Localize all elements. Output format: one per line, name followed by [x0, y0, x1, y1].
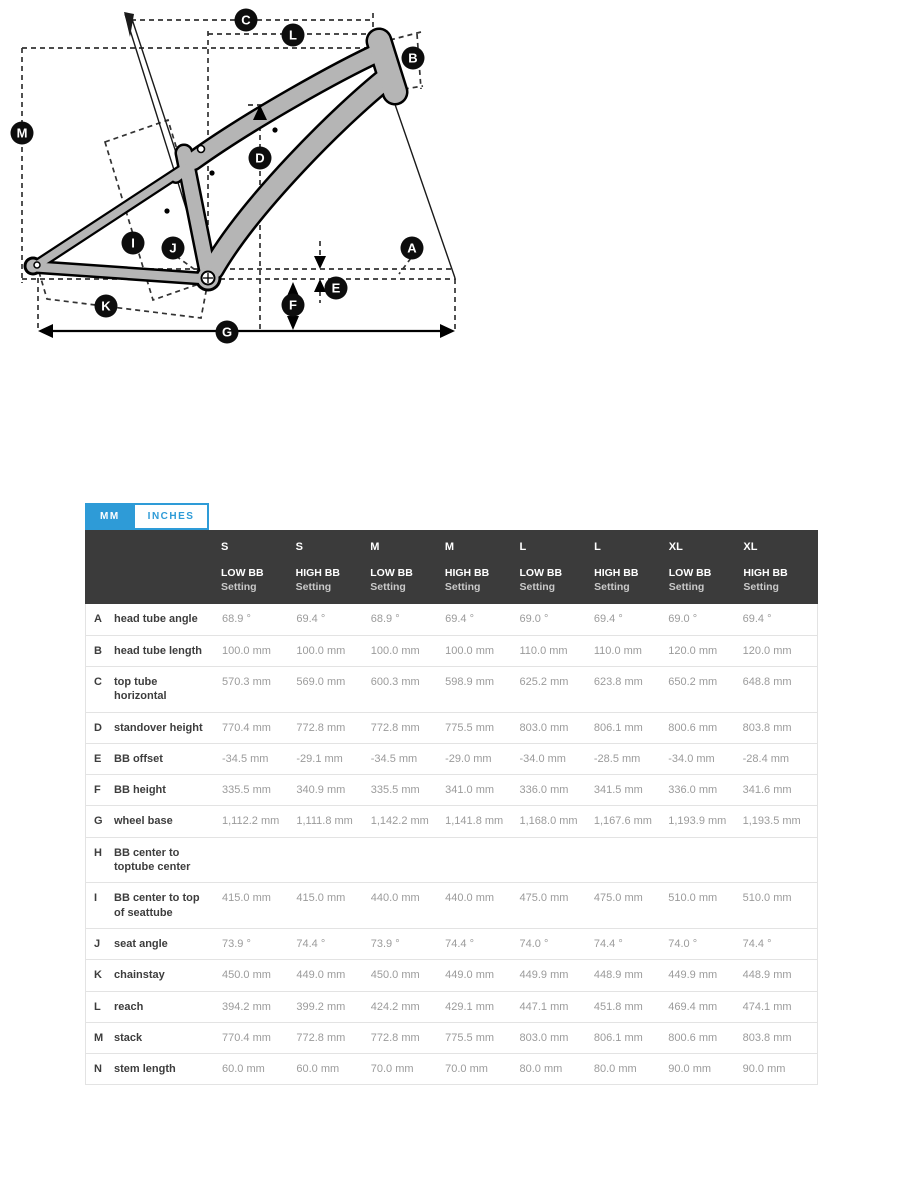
- svg-text:A: A: [407, 240, 417, 256]
- row-value: 806.1 mm: [593, 721, 643, 734]
- row-value: 69.4 °: [296, 613, 326, 626]
- row-value: 1,141.8 mm: [445, 815, 504, 828]
- svg-text:J: J: [169, 240, 177, 256]
- row-value: 772.8 mm: [370, 1031, 420, 1044]
- row-value: 648.8 mm: [742, 675, 792, 688]
- bike-geometry-diagram: [0, 0, 560, 495]
- row-value: 120.0 mm: [742, 644, 792, 657]
- row-value: -34.5 mm: [222, 752, 269, 765]
- row-name: chainstay: [114, 969, 165, 982]
- diagram-label-L: [282, 24, 305, 47]
- row-value: 74.4 °: [296, 937, 326, 950]
- row-value: 598.9 mm: [445, 675, 495, 688]
- row-letter: D: [94, 721, 102, 734]
- row-name: BB center to toptube center: [114, 846, 191, 874]
- pivot-dot: [164, 208, 169, 213]
- row-value: 424.2 mm: [370, 1000, 420, 1013]
- row-value: 775.5 mm: [445, 721, 495, 734]
- row-value: 803.8 mm: [742, 1031, 792, 1044]
- row-value: 110.0 mm: [593, 644, 642, 657]
- row-value: 74.4 °: [742, 937, 772, 950]
- svg-text:B: B: [408, 50, 418, 66]
- row-value: 70.0 mm: [370, 1063, 414, 1076]
- rear-axle-icon: [34, 262, 40, 268]
- row-value: 806.1 mm: [593, 1031, 643, 1044]
- column-header-s-low: S LOW BB Setting: [221, 541, 264, 594]
- unit-tabbar: [85, 503, 209, 530]
- row-value: 800.6 mm: [668, 721, 718, 734]
- row-value: 120.0 mm: [668, 644, 718, 657]
- row-value: 770.4 mm: [222, 1031, 271, 1044]
- row-name: stack: [114, 1031, 143, 1044]
- row-value: 800.6 mm: [668, 1031, 718, 1044]
- row-letter: G: [94, 815, 103, 828]
- row-letter: B: [94, 644, 102, 657]
- row-name: wheel base: [114, 815, 173, 828]
- row-letter: L: [94, 1000, 101, 1013]
- row-value: 336.0 mm: [668, 784, 718, 797]
- row-value: 448.9 mm: [593, 969, 643, 982]
- diagram-label-C: [235, 9, 258, 32]
- svg-text:F: F: [289, 297, 297, 313]
- row-value: 335.5 mm: [222, 784, 271, 797]
- table-row-D: [86, 713, 817, 744]
- row-name: standover height: [114, 721, 203, 734]
- column-header-m-low: M LOW BB Setting: [370, 541, 413, 594]
- seatpost-tip: [124, 12, 134, 37]
- row-value: 772.8 mm: [296, 1031, 346, 1044]
- row-value: 623.8 mm: [593, 675, 643, 688]
- table-row-C: [86, 667, 817, 713]
- row-value: 772.8 mm: [370, 721, 420, 734]
- row-letter: K: [94, 969, 102, 982]
- row-value: 341.5 mm: [593, 784, 643, 797]
- svg-text:M: M: [16, 125, 28, 141]
- svg-text:D: D: [255, 150, 265, 166]
- svg-text:I: I: [131, 235, 135, 251]
- column-header-m-high: M HIGH BB Setting: [444, 541, 490, 594]
- row-value: 803.0 mm: [519, 721, 569, 734]
- svg-text:E: E: [331, 280, 341, 296]
- row-value: -29.1 mm: [296, 752, 343, 765]
- row-value: 1,111.8 mm: [296, 815, 353, 828]
- row-value: -28.4 mm: [742, 752, 790, 765]
- row-value: 475.0 mm: [593, 892, 643, 905]
- row-name: BB height: [114, 784, 166, 797]
- row-value: 80.0 mm: [593, 1063, 637, 1076]
- column-header-s-high: S HIGH BB Setting: [295, 541, 340, 594]
- table-row-F: [86, 775, 817, 806]
- row-name: BB offset: [114, 752, 163, 765]
- row-value: 90.0 mm: [668, 1063, 712, 1076]
- column-header-l-low: L LOW BB Setting: [519, 541, 563, 594]
- row-value: 69.4 °: [593, 613, 623, 626]
- row-value: 73.9 °: [222, 937, 251, 950]
- table-row-B: [86, 636, 817, 667]
- row-value: 803.0 mm: [519, 1031, 569, 1044]
- row-value: 100.0 mm: [370, 644, 420, 657]
- row-value: 1,168.0 mm: [519, 815, 578, 828]
- row-value: 475.0 mm: [519, 892, 569, 905]
- row-letter: A: [94, 613, 102, 626]
- table-row-L: [86, 992, 817, 1023]
- row-value: 450.0 mm: [370, 969, 420, 982]
- geometry-table-body: [85, 604, 818, 1085]
- row-value: 600.3 mm: [370, 675, 420, 688]
- row-name: head tube angle: [114, 613, 198, 626]
- row-value: 68.9 °: [222, 613, 251, 626]
- table-row-A: [86, 604, 817, 635]
- svg-text:L: L: [289, 27, 297, 43]
- table-row-I: [86, 883, 817, 929]
- diagram-label-A: [401, 237, 424, 260]
- row-value: 74.0 °: [668, 937, 698, 950]
- tab-inches[interactable]: INCHES: [135, 503, 210, 530]
- row-value: 447.1 mm: [519, 1000, 569, 1013]
- row-letter: N: [94, 1063, 102, 1076]
- row-value: 469.4 mm: [668, 1000, 718, 1013]
- row-value: 90.0 mm: [742, 1063, 786, 1076]
- row-value: 69.0 °: [519, 613, 549, 626]
- row-value: 110.0 mm: [519, 644, 568, 657]
- row-value: 1,167.6 mm: [593, 815, 652, 828]
- row-value: 74.0 °: [519, 937, 549, 950]
- geometry-table-header: [85, 530, 818, 604]
- row-value: 399.2 mm: [296, 1000, 346, 1013]
- row-value: 1,112.2 mm: [222, 815, 280, 828]
- row-value: 100.0 mm: [445, 644, 495, 657]
- row-name: reach: [114, 1000, 144, 1013]
- row-value: 570.3 mm: [222, 675, 271, 688]
- table-row-H: [86, 838, 817, 884]
- row-value: 60.0 mm: [222, 1063, 265, 1076]
- column-header-xl-low: XL LOW BB Setting: [668, 541, 712, 594]
- row-value: 440.0 mm: [445, 892, 495, 905]
- row-value: 1,193.9 mm: [668, 815, 727, 828]
- row-value: 80.0 mm: [519, 1063, 563, 1076]
- row-name: BB center to top of seattube: [114, 892, 200, 919]
- row-value: -28.5 mm: [593, 752, 641, 765]
- column-header-l-high: L HIGH BB Setting: [594, 541, 639, 594]
- row-letter: I: [94, 892, 98, 905]
- row-value: 100.0 mm: [222, 644, 271, 657]
- table-row-J: [86, 929, 817, 960]
- row-value: 510.0 mm: [742, 892, 792, 905]
- column-header-xl-high: XL HIGH BB Setting: [743, 541, 788, 594]
- row-value: 336.0 mm: [519, 784, 569, 797]
- row-value: 448.9 mm: [742, 969, 792, 982]
- row-letter: F: [94, 784, 101, 797]
- row-letter: H: [94, 846, 102, 859]
- row-name: head tube length: [114, 644, 202, 657]
- row-value: 625.2 mm: [519, 675, 569, 688]
- row-value: 775.5 mm: [445, 1031, 495, 1044]
- row-letter: J: [94, 937, 101, 950]
- table-row-M: [86, 1023, 817, 1054]
- row-value: 69.4 °: [445, 613, 474, 626]
- row-value: 772.8 mm: [296, 721, 346, 734]
- row-letter: M: [94, 1031, 104, 1044]
- row-value: 394.2 mm: [222, 1000, 271, 1013]
- row-value: 1,142.2 mm: [370, 815, 429, 828]
- row-value: -34.0 mm: [519, 752, 566, 765]
- row-value: 650.2 mm: [668, 675, 718, 688]
- row-value: 68.9 °: [370, 613, 400, 626]
- row-value: 440.0 mm: [370, 892, 420, 905]
- row-value: 69.4 °: [742, 613, 772, 626]
- table-row-E: [86, 744, 817, 775]
- diagram-label-G: [216, 321, 239, 344]
- tab-mm[interactable]: MM: [85, 503, 135, 530]
- row-value: 341.6 mm: [742, 784, 792, 797]
- row-value: 803.8 mm: [742, 721, 792, 734]
- row-value: 510.0 mm: [668, 892, 718, 905]
- row-value: 770.4 mm: [222, 721, 271, 734]
- row-value: 74.4 °: [445, 937, 474, 950]
- diagram-label-K: [95, 295, 118, 318]
- svg-text:C: C: [241, 12, 251, 28]
- row-value: 100.0 mm: [296, 644, 346, 657]
- diagram-label-E: [325, 277, 348, 300]
- row-value: 415.0 mm: [296, 892, 346, 905]
- row-value: 474.1 mm: [742, 1000, 792, 1013]
- pivot-dot: [209, 170, 214, 175]
- row-value: 74.4 °: [593, 937, 623, 950]
- row-name: seat angle: [114, 937, 168, 950]
- diagram-label-D: [249, 147, 272, 170]
- row-value: 415.0 mm: [222, 892, 271, 905]
- row-value: 449.0 mm: [296, 969, 346, 982]
- diagram-label-M: [11, 122, 34, 145]
- row-name: top tube horizontal: [114, 675, 167, 703]
- row-value: 335.5 mm: [370, 784, 420, 797]
- row-value: 449.0 mm: [445, 969, 495, 982]
- row-value: 450.0 mm: [222, 969, 271, 982]
- geometry-table: [85, 530, 818, 1085]
- row-value: 1,193.5 mm: [742, 815, 801, 828]
- svg-text:G: G: [221, 324, 233, 340]
- pivot-dot: [272, 127, 277, 132]
- table-row-K: [86, 960, 817, 991]
- row-letter: E: [94, 752, 102, 765]
- diagram-label-I: [122, 232, 145, 255]
- row-value: -34.5 mm: [370, 752, 418, 765]
- row-value: 449.9 mm: [519, 969, 569, 982]
- diagram-label-J: [162, 237, 185, 260]
- row-value: 70.0 mm: [445, 1063, 488, 1076]
- row-name: stem length: [114, 1063, 176, 1076]
- row-value: 69.0 °: [668, 613, 698, 626]
- row-value: 73.9 °: [370, 937, 400, 950]
- diagram-label-F: [282, 294, 305, 317]
- row-value: 569.0 mm: [296, 675, 346, 688]
- pivot-icon: [198, 146, 205, 153]
- row-letter: C: [94, 675, 102, 688]
- row-value: 60.0 mm: [296, 1063, 340, 1076]
- row-value: 340.9 mm: [296, 784, 346, 797]
- table-row-N: [86, 1054, 817, 1084]
- diagram-label-B: [402, 47, 425, 70]
- row-value: 429.1 mm: [445, 1000, 495, 1013]
- row-value: -34.0 mm: [668, 752, 715, 765]
- svg-text:K: K: [101, 298, 111, 314]
- row-value: 451.8 mm: [593, 1000, 643, 1013]
- row-value: 341.0 mm: [445, 784, 495, 797]
- row-value: -29.0 mm: [445, 752, 492, 765]
- row-value: 449.9 mm: [668, 969, 718, 982]
- table-row-G: [86, 806, 817, 837]
